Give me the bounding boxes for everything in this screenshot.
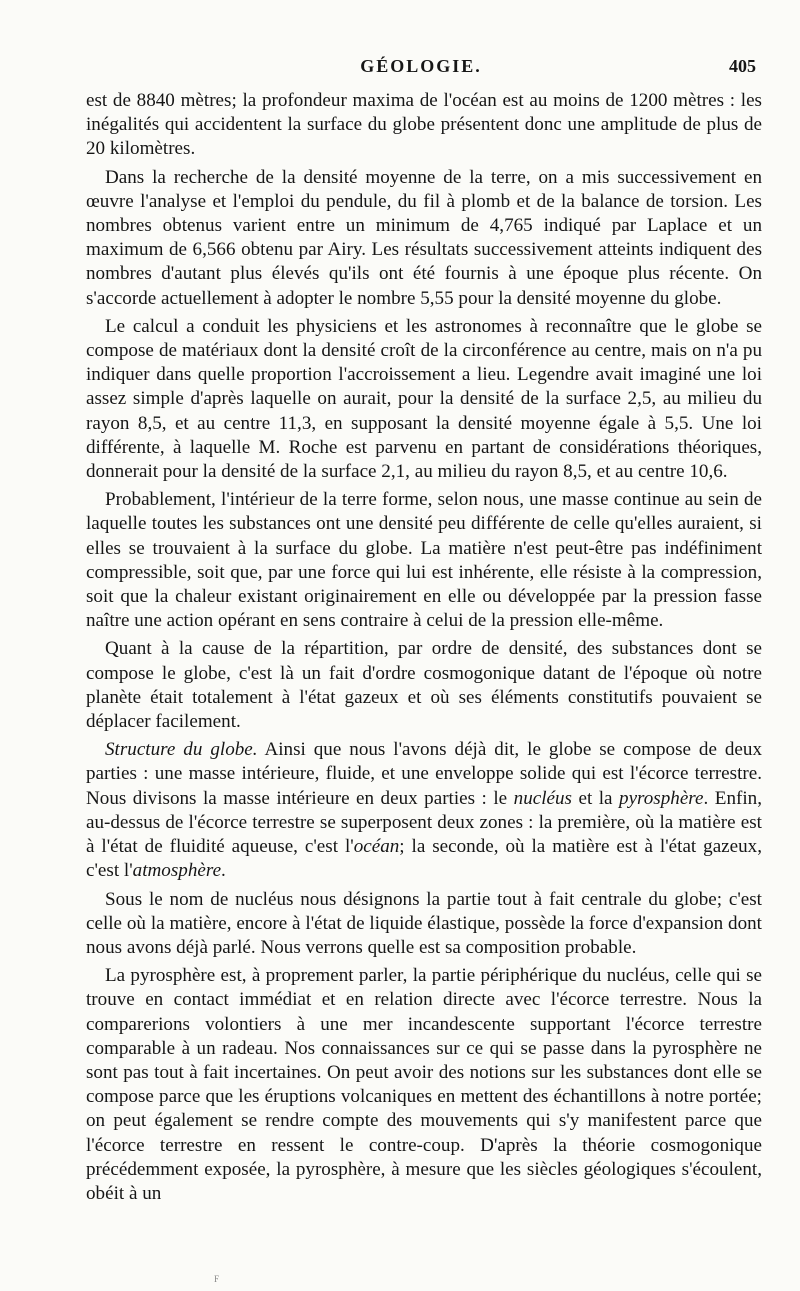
paragraph-8: La pyrosphère est, à proprement parler, la partie périphérique du nucléus, celle qui se trouve en contact immédiat et en relation directe avec l'écorce terrestre. Nous la comparerions volontiers à une mer incandescente supportant l'écorce terrestre comparable à un radeau. Nos connaissances sur ce qui se passe dans la pyrosphère ne sont pas tout à fait incertaines. On peut avoir des notions sur les substances dont elle se compose parce que les éruptions volcaniques en mettent des échantillons à notre portée; on peut également se rendre compte des mouvements qui s'y manifestent parce que l'écorce terrestre en ressent le contre-coup. D'après la théorie cosmogonique précédemment exposée, la pyrosphère, à mesure que les siècles géologiques s'écoulent, obéit à un — [86, 965, 762, 1204]
paragraph-6-text-c: . Enfin, au-dessus de l'écorce terrestre se superposent deux zones : la première, où la matière est à l'état de fluidité aqueuse, c'est l' — [86, 787, 762, 858]
paragraph-1: est de 8840 mètres; la profondeur maxima de l'océan est au moins de 1200 mètres : les inégalités qui accidentent la surface du globe présentent donc une amplitude de plus de 20 kilomètres. — [86, 90, 762, 160]
paragraph-7: Sous le nom de nucléus nous désignons la partie tout à fait centrale du globe; c'est celle où la matière, encore à l'état de liquide élastique, possède la force d'expansion dont nous avons déjà parlé. Nous verrons quelle est sa composition probable. — [86, 888, 762, 958]
term-ocean: océan — [353, 836, 400, 858]
running-head — [86, 56, 756, 84]
paragraph-2: Dans la recherche de la densité moyenne de la terre, on a mis successivement en œuvre l'analyse et l'emploi du pendule, du fil à plomb et de la balance de torsion. Les nombres obtenus varient entre un minimum de 4,765 indiqué par Laplace et un maximum de 6,566 obtenu par Airy. Les résultats successivement atteints indiquent des nombres d'autant plus élevés qu'ils ont été fournis à une époque plus récente. On s'accorde actuellement à adopter le nombre 5,55 pour la densité moyenne du globe. — [86, 166, 762, 309]
paragraph-4: Probablement, l'intérieur de la terre forme, selon nous, une masse continue au sein de laquelle toutes les substances ont une densité peu différente de celle qu'elles auraient, si elles se trouvaient à la surface du globe. La matière n'est peut-être pas indéfiniment compressible, soit que, par une force qui lui est inhérente, elle résiste à la compression, soit que la chaleur existant originairement en elle ou développée par la pression fasse naître une action opérant en sens contraire à celui de la pression elle-même. — [86, 489, 762, 632]
printer-mark: F — [214, 1274, 220, 1284]
term-pyrosphere: pyrosphère — [619, 787, 704, 809]
term-nucleus: nucléus — [513, 787, 572, 809]
body-text — [86, 89, 762, 1210]
paragraph-5: Quant à la cause de la répartition, par ordre de densité, des substances dont se compose le globe, c'est là un fait d'ordre cosmogonique datant de l'époque où notre planète était totalement à l'état gazeux et où ses éléments constitutifs pouvaient se déplacer facilement. — [86, 638, 762, 733]
paragraph-6 — [86, 738, 762, 883]
paragraph-6-text-d: ; la seconde, où la matière est à l'état gazeux, c'est l' — [86, 836, 762, 882]
paragraph-6-text-e: . — [221, 860, 226, 882]
paragraph-6-text-b: et la — [571, 787, 620, 809]
running-title: GÉOLOGIE. — [360, 56, 482, 76]
section-heading: Structure du globe. — [105, 739, 258, 761]
paragraph-3: Le calcul a conduit les physiciens et les astronomes à reconnaître que le globe se compose de matériaux dont la densité croît de la circonférence au centre, mais on n'a pu indiquer dans quelle proportion l'accroissement a lieu. Legendre avait imaginé une loi assez simple d'après laquelle on aurait, pour la densité de la surface 2,5, au milieu du rayon 8,5, et au centre 11,3, en supposant la densité moyenne égale à 5,5. Une loi différente, à laquelle M. Roche est parvenu en partant de considérations théoriques, donnerait pour la densité de la surface 2,1, au milieu du rayon 8,5, et au centre 10,6. — [86, 315, 762, 483]
paragraph-6-text-a: Ainsi que nous l'avons déjà dit, le globe se compose de deux parties : une masse intérieure, fluide, et une enveloppe solide qui est l'écorce terrestre. Nous divisons la masse intérieure en deux parties : le — [86, 739, 763, 809]
term-atmosphere: atmosphère — [132, 860, 222, 882]
page-number: 405 — [729, 56, 756, 76]
